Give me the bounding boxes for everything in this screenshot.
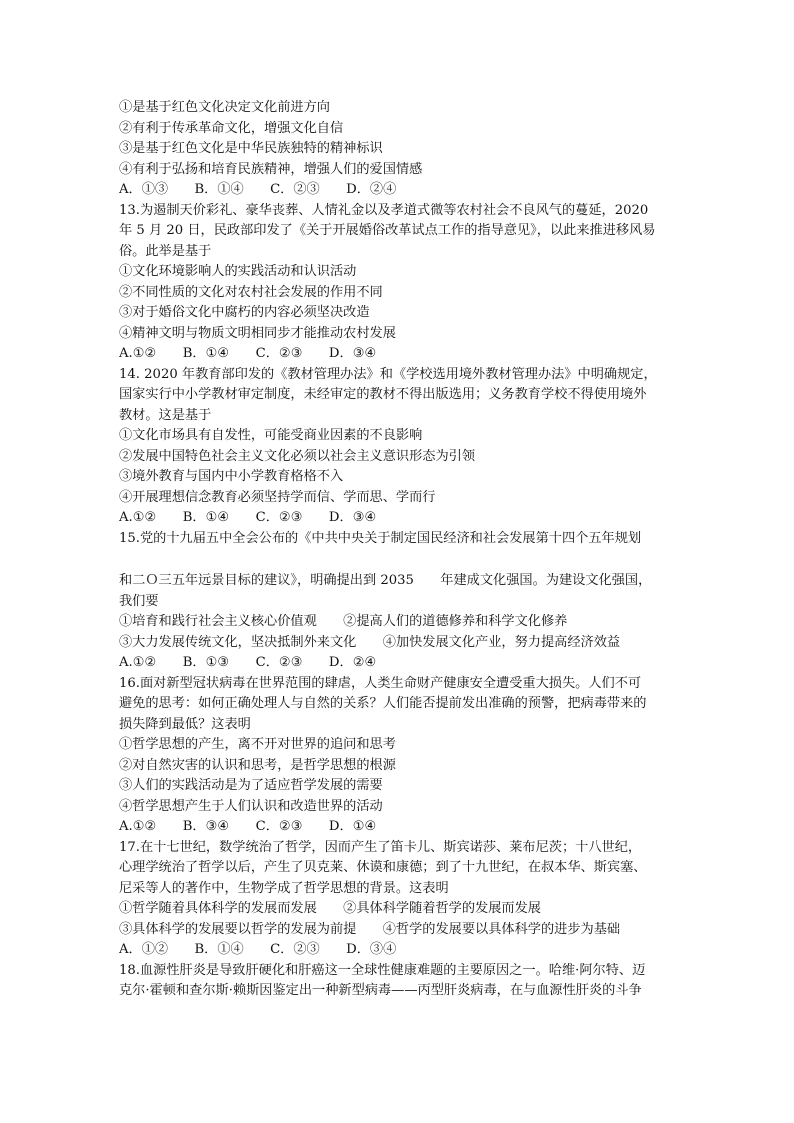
q17-stem-line: 17.在十七世纪，数学统治了哲学，因而产生了笛卡儿、斯宾诺莎、莱布尼茨；十八世纪， [119,839,642,855]
q15-option: ③大力发展传统文化，坚决抵制外来文化 ④加快发展文化产业，努力提高经济效益 [119,634,621,650]
q16-option: ④哲学思想产生于人们认识和改造世界的活动 [119,798,383,814]
exam-page [119,98,679,1002]
q14-option: ②发展中国特色社会主义文化必须以社会主义意识形态为引领 [119,448,476,464]
q13-option: ①文化环境影响人的实践活动和认识活动 [119,264,357,279]
q18-stem-line: 18.血源性肝炎是导致肝硬化和肝癌这一全球性健康难题的主要原因之一。哈维·阿尔特、迈 [119,962,646,978]
q16-stem-line: 16.面对新型冠状病毒在世界范围的肆虐，人类生命财产健康安全遭受重大损失。人们不可 [119,675,642,691]
question-12-block [119,98,679,201]
q16-choices: A.①② B．③④ C．②③ D．①④ [119,819,377,834]
q16-stem-line: 避免的思考：如何正确处理人与自然的关系？人们能否提前发出准确的预警，把病毒带来的 [119,696,647,711]
q16-option: ①哲学思想的产生，离不开对世界的追问和思考 [119,737,396,752]
q17-option: ①哲学随着具体科学的发展而发展 ②具体科学随着哲学的发展而发展 [119,901,541,916]
blank-gap [119,549,679,571]
q13-stem-line: 13.为遏制天价彩礼、豪华丧葬、人情礼金以及孝道式微等农村社会不良风气的蔓延，2020 [119,202,649,218]
q14-option: ③境外教育与国内中小学教育格格不入 [119,469,344,484]
q14-option: ④开展理想信念教育必须坚持学而信、学而思、学而行 [119,489,436,505]
q17-choices: A．①② B．①④ C．②③ D．③④ [119,942,397,957]
q13-choices: A.①② B．①④ C．②③ D．③④ [119,346,377,361]
q12-option: ①是基于红色文化决定文化前进方向 [119,100,330,115]
q14-choices: A.①② B．①④ C．②③ D．③④ [119,510,377,525]
q15-stem-line: 15.党的十九届五中全会公布的《中共中央关于制定国民经济和社会发展第十四个五年规划 [119,530,642,546]
q18-stem-line: 克尔·霍顿和查尔斯·赖斯因鉴定出一种新型病毒——丙型肝炎病毒，在与血源性肝炎的斗争 [119,983,642,998]
q13-stem-line: 俗。此举是基于 [119,243,212,259]
question-14-block [119,365,679,529]
q15-choices: A.①② B．①③ C．②③ D．②④ [119,655,377,670]
q12-choices: A．①③ B．①④ C．②③ D．②④ [119,182,397,197]
q13-option: ③对于婚俗文化中腐朽的内容必须坚决改造 [119,305,370,320]
question-18-block [119,961,679,1002]
q14-stem-line: 国家实行中小学教材审定制度，未经审定的教材不得出版选用；义务教育学校不得使用境外 [119,387,647,402]
q14-option: ①文化市场具有自发性，可能受商业因素的不良影响 [119,428,423,443]
q12-option: ③是基于红色文化是中华民族独特的精神标识 [119,141,383,156]
q13-option: ④精神文明与物质文明相同步才能推动农村发展 [119,325,396,341]
q12-option: ④有利于弘扬和培育民族精神，增强人们的爱国情感 [119,161,423,177]
q14-stem-line: 教材。这是基于 [119,407,212,423]
question-16-block [119,674,679,838]
q17-stem-line: 尼采等人的著作中，生物学成了哲学思想的背景。这表明 [119,880,449,896]
q16-stem-line: 损失降到最低？这表明 [119,716,251,732]
question-13-block [119,201,679,365]
q12-option: ②有利于传承革命文化，增强文化自信 [119,120,344,136]
question-15-block [119,529,679,674]
q17-option: ③具体科学的发展要以哲学的发展为前提 ④哲学的发展要以具体科学的进步为基础 [119,921,621,937]
q13-option: ②不同性质的文化对农村社会发展的作用不同 [119,284,383,300]
q13-stem-line: 年 5 月 20 日，民政部印发了《关于开展婚俗改革试点工作的指导意见》，以此来推进移风易 [119,223,656,238]
question-17-block [119,838,679,961]
q16-option: ③人们的实践活动是为了适应哲学发展的需要 [119,778,383,793]
q16-option: ②对自然灾害的认识和思考，是哲学思想的根源 [119,757,396,773]
q15-option: ①培育和践行社会主义核心价值观 ②提高人们的道德修养和科学文化修养 [119,614,568,629]
q14-stem-line: 14. 2020 年教育部印发的《教材管理办法》和《学校选用境外教材管理办法》中明确规定， [119,366,657,382]
q17-stem-line: 心理学统治了哲学以后，产生了贝克莱、休谟和康德；到了十九世纪，在叔本华、斯宾塞、 [119,860,647,875]
q15-stem-line: 和二Ｏ三五年远景目标的建议》，明确提出到 2035 年建成文化强国。为建设文化强国， [119,573,652,588]
q15-stem-line: 我们要 [119,593,159,609]
